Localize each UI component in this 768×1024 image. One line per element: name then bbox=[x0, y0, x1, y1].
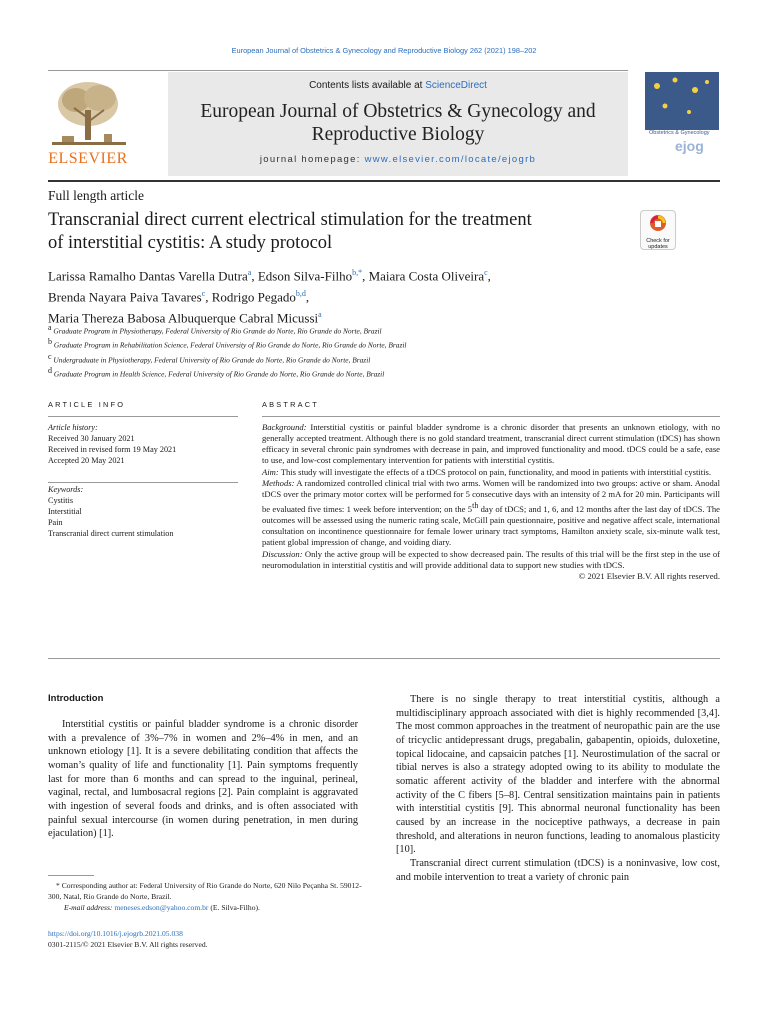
email-label: E-mail address: bbox=[64, 903, 113, 912]
article-info-rule bbox=[48, 416, 238, 417]
check-updates-label bbox=[641, 238, 675, 250]
journal-citation-link[interactable]: European Journal of Obstetrics & Gynecology and Reproductive Biology 262 (2021) 198–202 bbox=[231, 46, 537, 55]
keywords-label: Keywords: bbox=[48, 485, 84, 494]
cover-text-1: Obstetrics & Gynecology bbox=[649, 130, 710, 136]
author-sep: , bbox=[251, 268, 258, 284]
author-3-affil[interactable]: c bbox=[484, 268, 488, 277]
history-label: Article history: bbox=[48, 423, 98, 432]
article-info-label: ARTICLE INFO bbox=[48, 400, 126, 409]
email-link[interactable]: meneses.edson@yahoo.com.br bbox=[114, 903, 209, 912]
introduction-heading: Introduction bbox=[48, 693, 104, 704]
author-4[interactable]: Brenda Nayara Paiva Tavares bbox=[48, 289, 202, 305]
abstract-bottom-rule bbox=[48, 658, 720, 659]
affiliations bbox=[48, 322, 648, 380]
affiliation-a bbox=[48, 322, 648, 336]
author-sep: , bbox=[205, 289, 212, 305]
homepage-link[interactable]: www.elsevier.com/locate/ejogrb bbox=[364, 154, 537, 165]
article-history bbox=[48, 422, 238, 466]
abstract-body bbox=[262, 422, 720, 582]
keyword-item[interactable]: Transcranial direct current stimulation bbox=[48, 529, 174, 538]
author-3[interactable]: Maiara Costa Oliveira bbox=[368, 268, 485, 284]
journal-cover-art bbox=[645, 72, 719, 170]
elsevier-wordmark: ELSEVIER bbox=[48, 150, 128, 167]
journal-title-line1: European Journal of Obstetrics & Gynecology and bbox=[200, 101, 596, 122]
abstract-discussion bbox=[262, 549, 720, 571]
author-5-affil[interactable]: b,d bbox=[295, 288, 306, 298]
abstract-background bbox=[262, 422, 720, 467]
doi-block bbox=[48, 928, 364, 950]
history-accepted: Accepted 20 May 2021 bbox=[48, 456, 125, 465]
keyword-item[interactable]: Interstitial bbox=[48, 507, 82, 516]
header-bottom-rule bbox=[48, 180, 720, 182]
journal-cover-image[interactable] bbox=[645, 72, 719, 170]
affil-text: Graduate Program in Rehabilitation Science, Federal University of Rio Grande do Norte, Rio Grande do Norte, Brazil bbox=[53, 340, 407, 350]
background-text: Interstitial cystitis or painful bladder syndrome is a chronic disorder that presents an unknown etiology, with no generally accepted treatment. Although there is no gold standard treatment, transcranial direct current stimulation (tDCS) has shown efficacy in several chronic pain syndromes with decrease in pain, and improved functionality and mood. tDCS could be a safe, ease to use, and low-cost complementary intervention for patients with interstitial cystitis. bbox=[262, 422, 720, 466]
affil-key: b bbox=[48, 337, 52, 347]
cover-text-2: ejog bbox=[675, 138, 704, 154]
author-1[interactable]: Larissa Ramalho Dantas Varella Dutra bbox=[48, 268, 248, 284]
author-2[interactable]: Edson Silva-Filho bbox=[257, 268, 353, 284]
author-sep: , bbox=[362, 268, 369, 284]
contents-line bbox=[168, 80, 628, 91]
journal-homepage bbox=[168, 154, 628, 165]
affil-text: Graduate Program in Health Science, Federal University of Rio Grande do Norte, Rio Grande do Norte, Brazil bbox=[53, 369, 385, 379]
discussion-label: Discussion: bbox=[262, 548, 303, 559]
author-4-affil[interactable]: c bbox=[201, 288, 206, 298]
affiliation-c bbox=[48, 351, 648, 365]
keywords-rule bbox=[48, 482, 238, 483]
check-updates-icon bbox=[641, 211, 675, 233]
intro-paragraph-2: There is no single therapy to treat interstitial cystitis, although a multidisciplinary approach associated with diet is highly recommended [3,4]. The most common approaches in the treatment of neuropathic pain are the use of tricyclic antidepressant drugs, pregabalin, gabapentin, opioids, duloxetine, topical lidocaine, and capsaicin patches [1]. Neurostimulation of the sacral or tibial nerves is also a strategy adopted owing to its ability to modulate the somatic afferent activity of the bladder and interfere with the abnormal activity of the C fibers [5–8]. Central sensitization maintains pain in patients with interstitial cystitis [9]. This abnormal neuronal functionality has been caused by an increase in the nociceptive pathways, a decrease in pain threshold, and alterations in neuron functions, leading to anomalous plasticity [10]. bbox=[396, 694, 720, 856]
methods-text-2: day of tDCS; and 1, 6, and 12 months after the last day of tDCS. The outcomes will be assessed using the numeric rating scale, McGill pain questionnaire, positive and negative affect scale, international consultation on incontinence questionnaire for female lower urinary tract symptoms, Hamilton anxiety scale, six-minute walk test, patient global impression of change, and voiding diary. bbox=[262, 503, 721, 548]
affiliation-b bbox=[48, 336, 648, 350]
corresponding-footnote bbox=[48, 880, 364, 913]
history-received: Received 30 January 2021 bbox=[48, 434, 135, 443]
author-sep: , bbox=[305, 289, 310, 305]
aim-label: Aim: bbox=[262, 466, 279, 477]
intro-right-column bbox=[396, 693, 720, 884]
keyword-item[interactable]: Cystitis bbox=[48, 496, 74, 505]
intro-left-column bbox=[48, 718, 358, 841]
abstract-rule bbox=[262, 416, 720, 417]
abstract-aim bbox=[262, 467, 720, 478]
issn-line: 0301-2115/© 2021 Elsevier B.V. All rights reserved. bbox=[48, 940, 208, 949]
email-line bbox=[48, 902, 364, 913]
methods-sup: th bbox=[472, 501, 479, 511]
methods-label: Methods: bbox=[262, 477, 295, 488]
journal-title bbox=[168, 100, 628, 146]
check-updates-line1: Check for bbox=[646, 238, 670, 244]
check-updates-line2: updates bbox=[648, 244, 668, 250]
affil-text: Undergraduate in Physiotherapy, Federal University of Rio Grande do Norte, Rio Grande do Norte, Brazil bbox=[53, 355, 371, 365]
homepage-prefix: journal homepage: bbox=[259, 154, 365, 165]
affil-key: a bbox=[48, 323, 52, 332]
affil-key: d bbox=[48, 366, 52, 376]
history-revised: Received in revised form 19 May 2021 bbox=[48, 445, 177, 454]
article-type: Full length article bbox=[48, 188, 144, 203]
affil-text: Graduate Program in Physiotherapy, Federal University of Rio Grande do Norte, Rio Grande do Norte, Brazil bbox=[53, 326, 382, 336]
corresponding-text: Corresponding author at: Federal University of Rio Grande do Norte, 620 Nilo Peçanha St. 59012-300, Natal, Rio Grande do Norte, Brazil. bbox=[48, 881, 362, 901]
author-6[interactable]: Maria Thereza Babosa Albuquerque Cabral Micussi bbox=[48, 309, 319, 325]
doi-link[interactable]: https://doi.org/10.1016/j.ejogrb.2021.05.038 bbox=[48, 929, 183, 938]
abstract-copyright: © 2021 Elsevier B.V. All rights reserved. bbox=[578, 570, 720, 581]
author-sep: , bbox=[487, 268, 491, 284]
intro-paragraph-1: Interstitial cystitis or painful bladder syndrome is a chronic disorder with a prevalence of 3%–7% in women and 2%–4% in men, and an unknown etiology [1]. It is a severe debilitating condition that affects the woman’s quality of life and functionality [1]. Pain symptoms frequently last for more than 6 months and can spread to the inguinal, perineal, vaginal, rectal, and lumbosacral regions [2]. Pain complaint is aggravated with ingestion of several foods and drinks, and is often associated with painful sexual intercourse (in women during penetration, in men during ejaculation) [1]. bbox=[48, 719, 358, 840]
header-top-rule bbox=[48, 70, 628, 71]
methods-text-1: A randomized controlled clinical trial with two arms. Women will be randomized into two groups: active or sham. Anodal tDCS over the primary motor cortex will be performed for 5 consecutive days with an intensity of 2 mA for 20 min. Participants will be evaluated five times: 1 week before intervention; on the 5 bbox=[262, 477, 720, 514]
email-suffix: (E. Silva-Filho). bbox=[208, 903, 260, 912]
aim-text: This study will investigate the effects of a tDCS protocol on pain, functionality, and mood in patients with interstitial cystitis. bbox=[278, 466, 712, 477]
article-title-line2: of interstitial cystitis: A study protocol bbox=[48, 233, 333, 253]
journal-title-line2: Reproductive Biology bbox=[311, 124, 485, 145]
article-title-line1: Transcranial direct current electrical stimulation for the treatment bbox=[48, 210, 532, 230]
article-title bbox=[48, 209, 628, 255]
abstract-methods bbox=[262, 478, 720, 549]
author-5[interactable]: Rodrigo Pegado bbox=[211, 289, 296, 305]
author-1-affil[interactable]: a bbox=[247, 268, 252, 277]
affil-key: c bbox=[48, 351, 52, 361]
keywords bbox=[48, 484, 238, 539]
author-list bbox=[48, 264, 648, 326]
affiliation-d bbox=[48, 365, 648, 379]
author-6-affil[interactable]: a bbox=[318, 309, 322, 319]
contents-prefix: Contents lists available at bbox=[309, 80, 426, 91]
sciencedirect-link[interactable]: ScienceDirect bbox=[425, 80, 487, 91]
corresponding-author: * Corresponding author at: Federal University of Rio Grande do Norte, 620 Nilo Peçanha St. 59012-300, Natal, Rio Grande do Norte, Brazil. bbox=[48, 881, 362, 901]
author-2-affil[interactable]: b,* bbox=[352, 268, 363, 277]
keyword-item[interactable]: Pain bbox=[48, 518, 63, 527]
background-label: Background: bbox=[262, 422, 307, 432]
check-for-updates-button[interactable] bbox=[640, 210, 676, 250]
abstract-label: ABSTRACT bbox=[262, 400, 320, 409]
footnote-rule bbox=[48, 875, 94, 876]
intro-paragraph-3: Transcranial direct current stimulation (tDCS) is a noninvasive, low cost, and mobile intervention to treat a variety of chronic pain bbox=[396, 857, 720, 883]
discussion-text: Only the active group will be expected to show decreased pain. The results of this trial will be the first step in the use of neuromodulation in interstitial cystitis and will provide additional data to support new studies with tDCS. bbox=[262, 548, 720, 570]
